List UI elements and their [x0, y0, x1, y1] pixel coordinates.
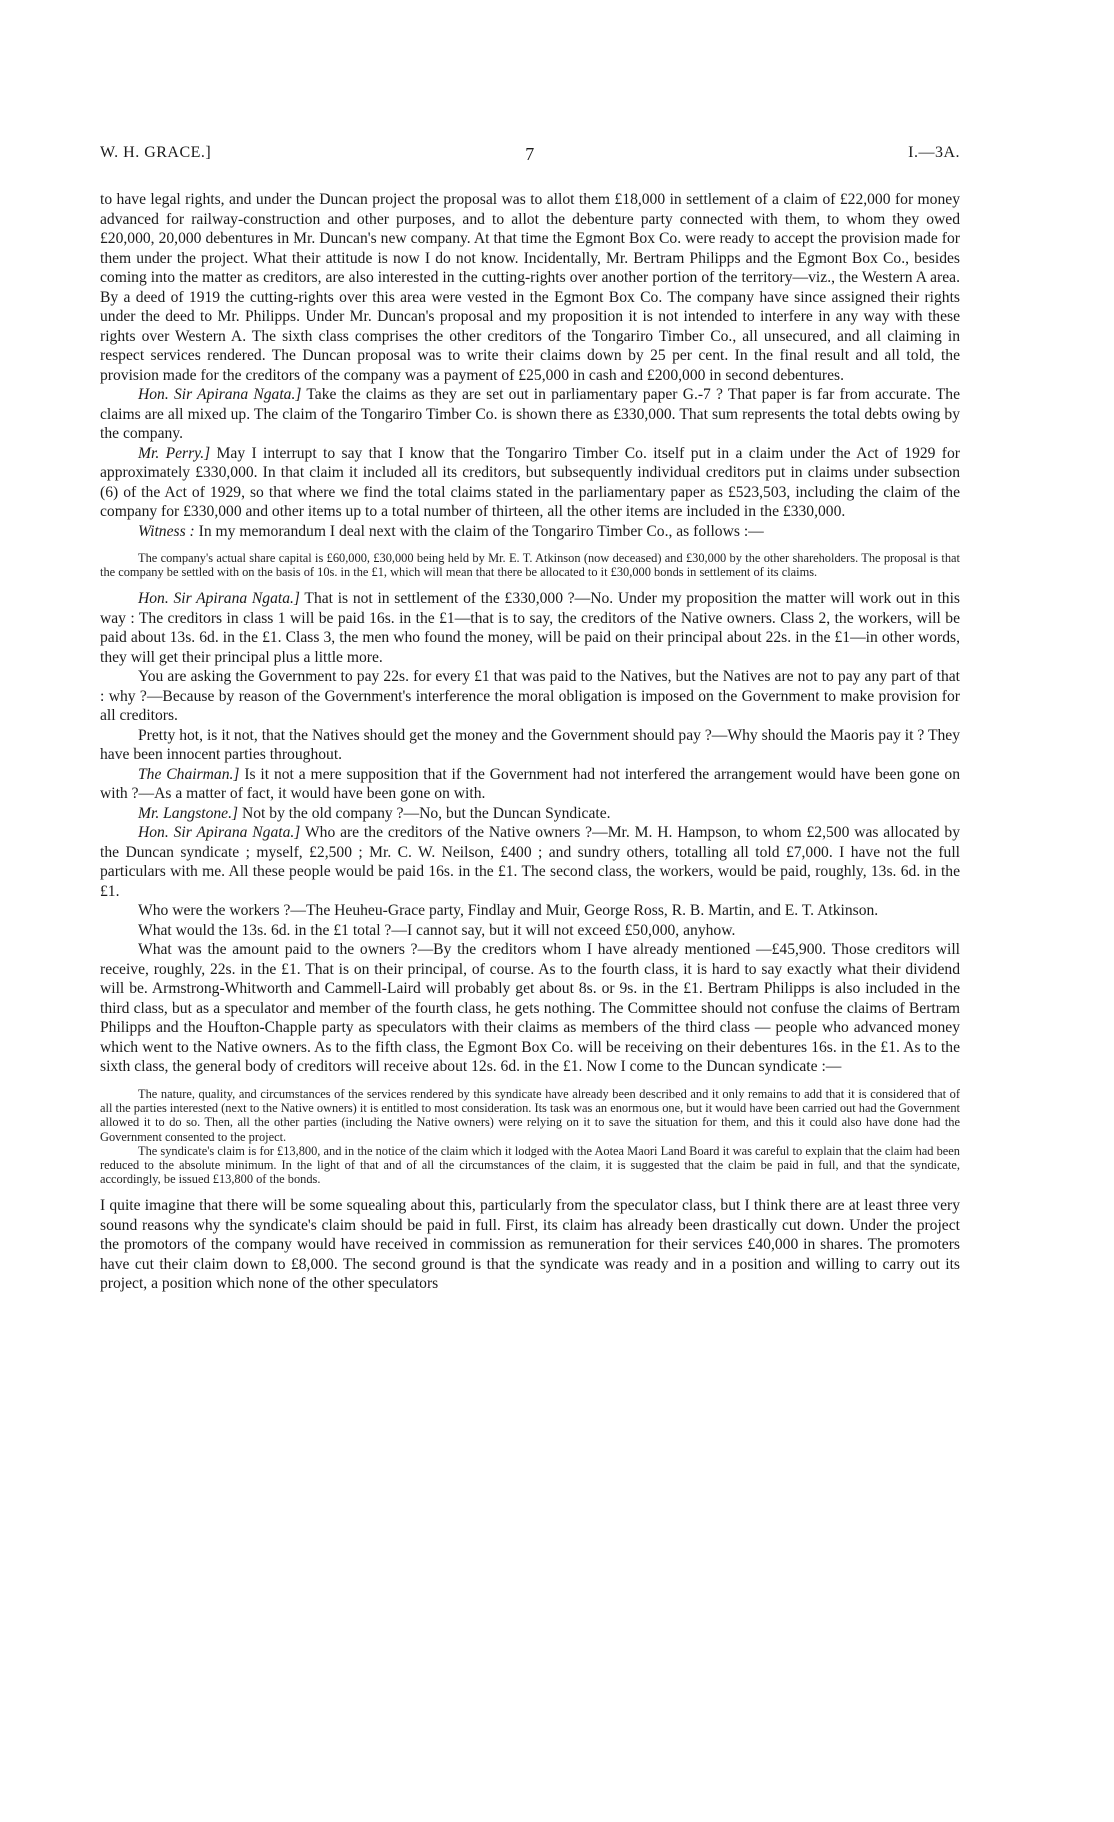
- quote-paragraph: The company's actual share capital is £60,000, £30,000 being held by Mr. E. T. Atkinson (now deceased) and £30,000 by the other shareholders. The proposal is that the company be settled with on the basis of 10s. in the £1, which will mean that there be allocated to it £30,000 bonds in settlement of its claims.: [100, 551, 960, 580]
- paragraph-text: Take the claims as they are set out in parliamentary paper G.-7 ? That paper is far from accurate. The claims are all mixed up. The claim of the Tongariro Timber Co. is shown there as £330,000. That sum represents the total debts owing by the company.: [100, 386, 960, 442]
- paragraph: [100, 385, 960, 444]
- memorandum-quote: [100, 1087, 960, 1186]
- quote-paragraph: The syndicate's claim is for £13,800, and in the notice of the claim which it lodged with the Aotea Maori Land Board it was careful to explain that the claim had been reduced to the absolute minimum. In the light of that and of all the circumstances of the claim, it is suggested that the claim be paid in full, and that the syndicate, accordingly, be issued £13,800 of the bonds.: [100, 1143, 960, 1187]
- speaker-label: The Chairman.]: [138, 765, 240, 783]
- memorandum-quote: [100, 551, 960, 579]
- document-body: [100, 190, 960, 1294]
- paragraph-text: May I interrupt to say that I know that the Tongariro Timber Co. itself put in a claim under the Act of 1929 for approximately £330,000. In that claim it included all its creditors, but subsequently individual creditors put in claims under subsection (6) of the Act of 1929, so that where we find the total claims stated in the parliamentary paper as £523,503, including the claim of the company for £330,000 and other items up to a total number of thirteen, all the other items are included in the £330,000.: [100, 444, 960, 520]
- speaker-label: Hon. Sir Apirana Ngata.]: [138, 590, 300, 608]
- speaker-label: Hon. Sir Apirana Ngata.]: [138, 824, 301, 842]
- paper-reference: I.—3A.: [908, 144, 960, 161]
- paragraph: Pretty hot, is it not, that the Natives should get the money and the Government should pay ?—Why should the Maoris pay it ? They have been innocent parties throughout.: [100, 726, 960, 764]
- paragraph: [100, 823, 960, 901]
- page-number: 7: [525, 144, 535, 164]
- speaker-label: Hon. Sir Apirana Ngata.]: [138, 386, 302, 403]
- paragraph: [100, 589, 960, 667]
- paragraph: Who were the workers ?—The Heuheu-Grace party, Findlay and Muir, George Ross, R. B. Martin, and E. T. Atkinson.: [138, 902, 879, 920]
- paragraph-text: Not by the old company ?—No, but the Duncan Syndicate.: [238, 804, 611, 822]
- paragraph-text: That is not in settlement of the £330,000 ?—No. Under my proposition the matter will work out in this way : The creditors in class 1 will be paid 16s. in the £1—that is to say, the creditors of the Native owners. Class 2, the workers, will be paid about 13s. 6d. in the £1. Class 3, the men who found the money, will be paid on their principal about 22s. in the £1—in other words, they will get their principal plus a little more.: [100, 590, 960, 666]
- paragraph: [100, 804, 960, 824]
- paragraph: [100, 522, 960, 542]
- paragraph: What was the amount paid to the owners ?—By the creditors whom I have already mentioned —£45,900. Those creditors will receive, roughly, 22s. in the £1. That is on their principal, of course. As to the fourth class, it is hard to say exactly what their dividend will be. Armstrong-Whitworth and Cammell-Laird will probably get about 8s. or 9s. in the £1. Bertram Philipps is also included in the third class, but as a speculator and member of the fourth class, he gets nothing. The Committee should not confuse the claims of Bertram Philipps and the Houfton-Chapple party as speculators with their claims as members of the third class — people who advanced money which went to the Native owners. As to the fifth class, the Egmont Box Co. will be receiving on their debentures 16s. in the £1. As to the sixth class, the general body of creditors will receive about 12s. 6d. in the £1. Now I come to the Duncan syndicate :—: [100, 941, 960, 1076]
- paragraph-text: In my memorandum I deal next with the claim of the Tongariro Timber Co., as follows :—: [194, 522, 764, 540]
- paragraph: [100, 444, 960, 522]
- paragraph: to have legal rights, and under the Duncan project the proposal was to allot them £18,000 in settlement of a claim of £22,000 for money advanced for railway-construction and other purposes, and to allot the debenture party connected with them, to whom they owed £20,000, 20,000 debentures in Mr. Duncan's new company. At that time the Egmont Box Co. were ready to accept the provision made for them under the project. What their attitude is now I do not know. Incidentally, Mr. Bertram Philipps and the Egmont Box Co., besides coming into the matter as creditors, are also interested in the cutting-rights over another portion of the territory—viz., the Western A area. By a deed of 1919 the cutting-rights over this area were vested in the Egmont Box Co. The company have since assigned their rights under the deed to Mr. Philipps. Under Mr. Duncan's proposal and my proposition it is not intended to interfere in any way with these rights over Western A. The sixth class comprises the other creditors of the Tongariro Timber Co., all unsecured, and all claiming in respect services rendered. The Duncan proposal was to write their claims down by 25 per cent. In the final result and all told, the provision made for the creditors of the company was a payment of £25,000 in cash and £200,000 in second debentures.: [100, 191, 960, 384]
- paragraph: [100, 765, 960, 804]
- paragraph-text: Who are the creditors of the Native owners ?—Mr. M. H. Hampson, to whom £2,500 was allocated by the Duncan syndicate ; myself, £2,500 ; Mr. C. W. Neilson, £400 ; and sundry others, totalling all told £7,000. I have not the full particulars with me. All these people would be paid 16s. in the £1. The second class, the workers, would be paid, roughly, 13s. 6d. in the £1.: [100, 824, 960, 900]
- speaker-label: Mr. Perry.]: [138, 444, 211, 462]
- paragraph: I quite imagine that there will be some squealing about this, particularly from the speculator class, but I think there are at least three very sound reasons why the syndicate's claim should be paid in full. First, its claim has already been drastically cut down. Under the project the promotors of the company would have received in commission as remuneration for their services £40,000 in shares. The promoters have cut their claim down to £8,000. The second ground is that the syndicate was ready and in a position and willing to carry out its project, a position which none of the other speculators: [100, 1197, 960, 1293]
- paragraph: What would the 13s. 6d. in the £1 total ?—I cannot say, but it will not exceed £50,000, anyhow.: [138, 921, 736, 939]
- header-author: W. H. GRACE.]: [100, 144, 212, 161]
- paragraph-text: Is it not a mere supposition that if the Government had not interfered the arrangement would have been gone on with ?—As a matter of fact, it would have been gone on with.: [100, 765, 960, 803]
- quote-paragraph: The nature, quality, and circumstances of the services rendered by this syndicate have already been described and it only remains to add that it is considered that of all the parties interested (next to the Native owners) it is entitled to most consideration. Its task was an enormous one, but it would have been carried out had the Government allowed it to do so. Then, all the other parties (including the Native owners) were relying on it to save the situation for them, and this it could also have done had the Government consented to the project.: [100, 1086, 960, 1144]
- speaker-label: Mr. Langstone.]: [138, 804, 239, 822]
- speaker-label: Witness :: [138, 522, 195, 540]
- page-header: [100, 144, 960, 172]
- paragraph: You are asking the Government to pay 22s. for every £1 that was paid to the Natives, but the Natives are not to pay any part of that : why ?—Because by reason of the Government's interference the moral obligation is imposed on the Government to make provision for all creditors.: [100, 668, 960, 725]
